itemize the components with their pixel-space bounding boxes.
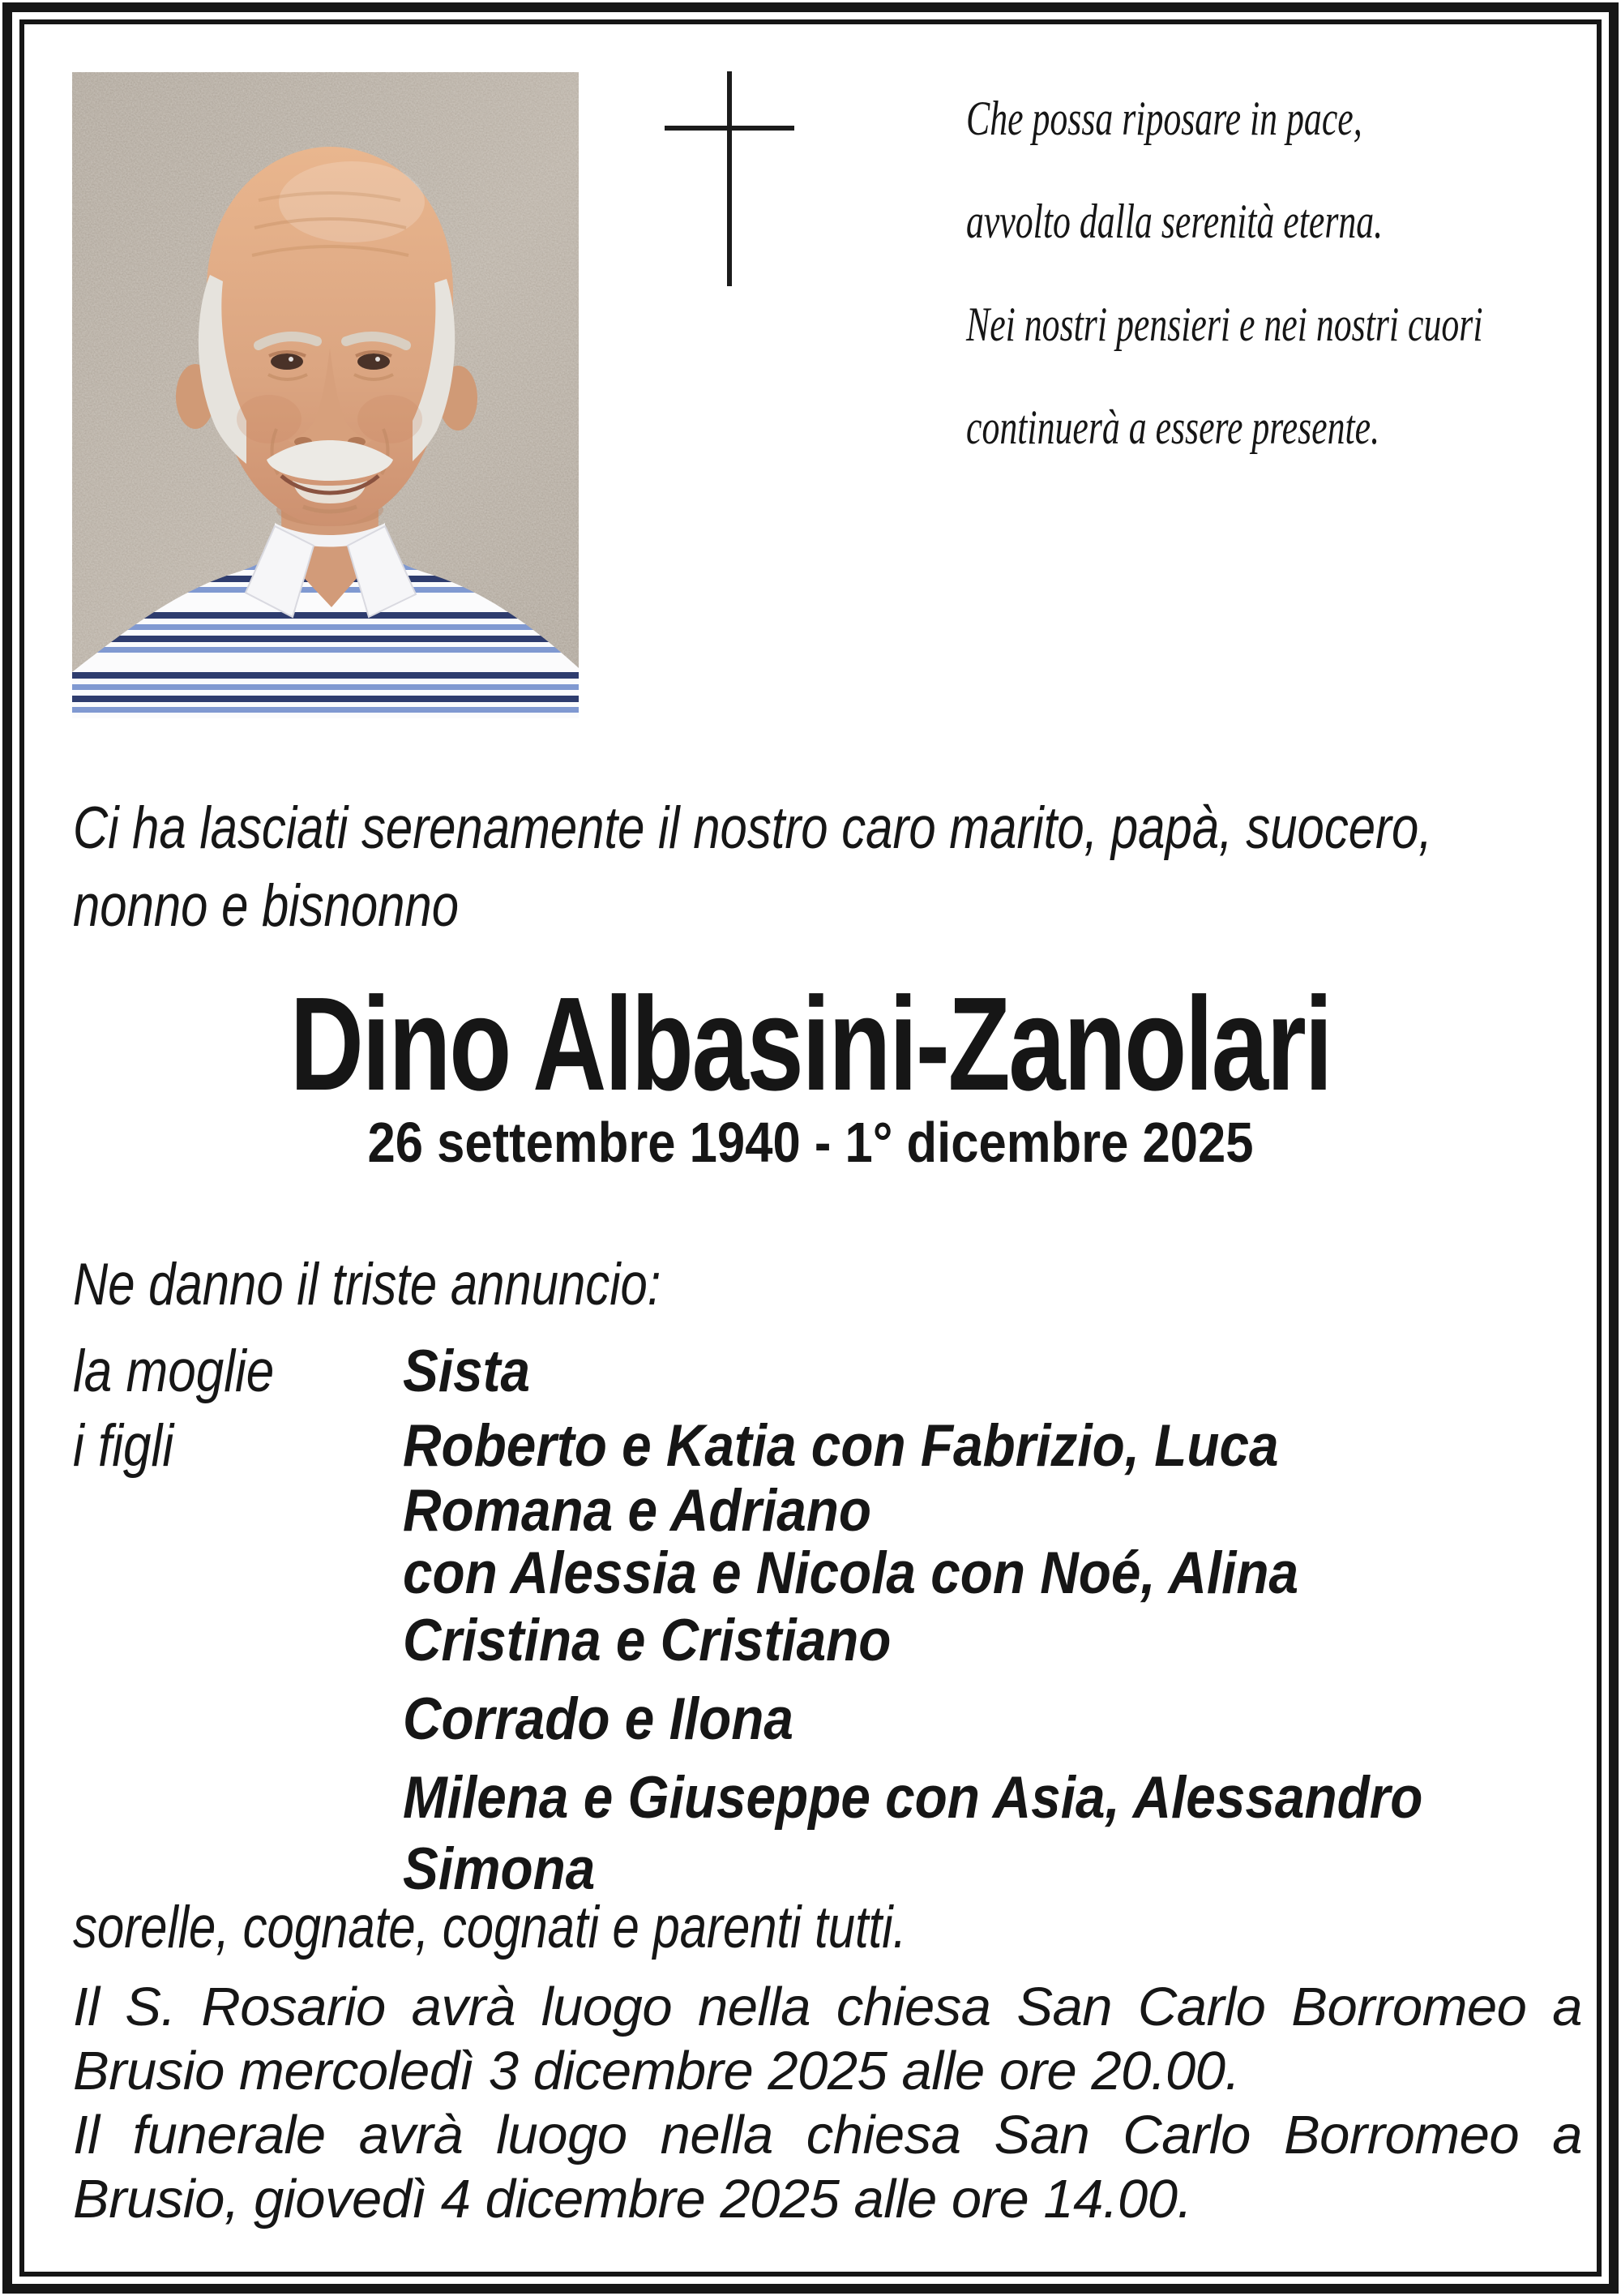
announcement-row: [73, 1607, 1597, 1675]
announcement-row: [73, 1540, 1597, 1608]
quote-line: Nei nostri pensieri e nei nostri cuori: [966, 298, 1483, 351]
quote-line: Che possa riposare in pace,: [966, 92, 1362, 145]
deceased-name: Dino Albasini-Zanolari: [289, 970, 1332, 1118]
intro-line: nonno e bisnonno: [73, 873, 459, 939]
cross-horizontal-bar: [665, 126, 794, 131]
funeral-line: Brusio, giovedì 4 dicembre 2025 alle ore 14.00.: [73, 2169, 1192, 2230]
announcement-row: [73, 1764, 1597, 1832]
deceased-photo: [72, 72, 579, 718]
intro-text: [73, 790, 1621, 945]
rosary-line: Brusio mercoledì 3 dicembre 2025 alle ore 20.00.: [73, 2041, 1240, 2101]
intro-line: Ci ha lasciati serenamente il nostro caro marito, papà, suocero,: [73, 795, 1432, 861]
family-names: Romana e Adriano: [403, 1478, 872, 1544]
cross-vertical-bar: [727, 71, 732, 286]
announcement-row: [73, 1338, 1597, 1406]
announcement-heading: Ne danno il triste annuncio:: [73, 1252, 661, 1317]
services-info: [73, 1975, 1582, 2231]
announcement-row: [73, 1686, 1597, 1754]
portrait-illustration: [72, 72, 579, 718]
memorial-quote: [966, 67, 1621, 479]
quote-line: avvolto dalla serenità eterna.: [966, 195, 1384, 248]
announcement-row: [73, 1477, 1597, 1545]
family-names: con Alessia e Nicola con Noé, Alina: [403, 1540, 1299, 1606]
family-names: Cristina e Cristiano: [403, 1608, 892, 1673]
family-names: Roberto e Katia con Fabrizio, Luca: [403, 1413, 1279, 1479]
life-dates: 26 settembre 1940 - 1° dicembre 2025: [367, 1111, 1254, 1174]
rosary-line: Il S. Rosario avrà luogo nella chiesa San Carlo Borromeo a: [73, 1977, 1582, 2037]
relation-label: la moglie: [73, 1339, 275, 1404]
family-names: Sista: [403, 1339, 531, 1404]
family-names: Simona: [403, 1836, 596, 1902]
funeral-line: Il funerale avrà luogo nella chiesa San Carlo Borromeo a: [73, 2105, 1582, 2165]
family-names: Milena e Giuseppe con Asia, Alessandro: [403, 1765, 1423, 1831]
relation-label: i figli: [73, 1413, 174, 1479]
relatives-closing-line: sorelle, cognate, cognati e parenti tutti.: [73, 1895, 907, 1960]
quote-line: continuerà a essere presente.: [966, 401, 1380, 454]
family-names: Corrado e Ilona: [403, 1686, 793, 1752]
announcement-row: [73, 1412, 1597, 1480]
